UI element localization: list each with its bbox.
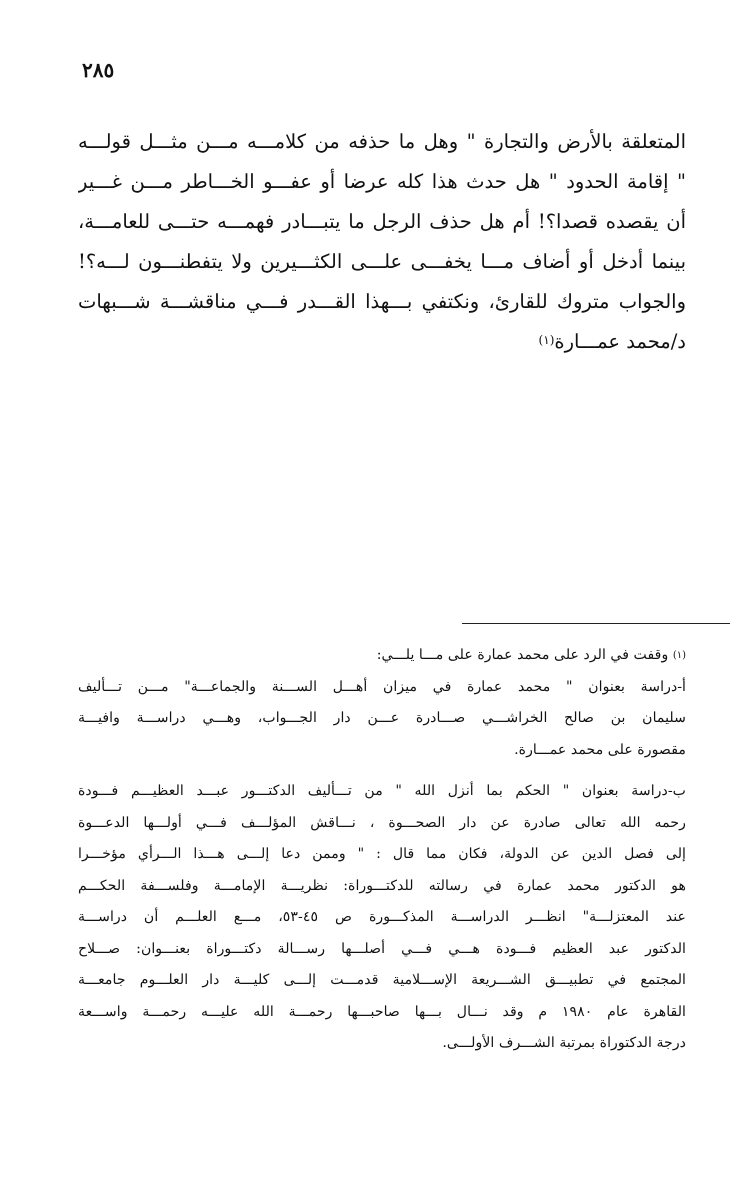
footnote-line: هو الدكتور محمد عمارة في رسالته للدكتـــوراة: نظريـــة الإمامـــة وفلســـفة الحكـــم [78, 877, 686, 894]
footnotes-section [78, 640, 686, 1060]
footnote-line: درجة الدكتوراة بمرتبة الشـــرف الأولـــى. [442, 1035, 686, 1051]
footnote-line: إلى فصل الدين عن الدولة، فكان مما قال : " وممن دعا إلـــى هـــذا الـــرأي مؤخـــرا [78, 846, 686, 862]
body-line: " إقامة الحدود " هل حدث هذا كله عرضا أو عفـــو الخـــاطر مـــن غـــير [78, 170, 686, 193]
footnote-line: مقصورة على محمد عمـــارة. [514, 741, 686, 758]
body-line-text: د/محمد عمـــارة [554, 330, 686, 353]
body-line-last [78, 322, 686, 362]
footnote-intro-line [78, 640, 686, 672]
page-number: ٢٨٥ [82, 58, 115, 82]
footnote-intro: وقفت في الرد على محمد عمارة على مـــا يلـــي: [376, 647, 669, 663]
body-line: والجواب متروك للقارئ، ونكتفي بـــهذا القـــدر فـــي مناقشـــة شـــبهات [78, 290, 686, 313]
footnote-line: أ-دراسة بعنوان " محمد عمارة في ميزان أهـــل الســـنة والجماعـــة" مـــن تـــأليف [78, 678, 686, 695]
footnote-reference[interactable]: (١) [538, 333, 555, 347]
footnote-line: سليمان بن صالح الخراشـــي صـــادرة عـــن دار الجـــواب، وهـــي دراســـة وافيـــة [78, 710, 686, 726]
body-line: المتعلقة بالأرض والتجارة " وهل ما حذفه من كلامـــه مـــن مثـــل قولـــه [78, 130, 686, 153]
footnote-separator [462, 623, 730, 624]
footnote-line: القاهرة عام ١٩٨٠ م وقد نـــال بـــها صاحبـــها رحمـــة الله عليـــه رحمـــة واســـعة [78, 1003, 686, 1020]
body-line: بينما أدخل أو أضاف مـــا يخفـــى علـــى الكثـــيرين ولا يتفطنـــون لـــه؟! [78, 250, 686, 273]
main-body-text [78, 122, 686, 362]
footnote-line: رحمه الله تعالى صادرة عن دار الصحـــوة ، نـــاقش المؤلـــف فـــي أولـــها الدعـــوة [78, 814, 686, 831]
footnote-line: المجتمع في تطبيـــق الشـــريعة الإســـلامية قدمـــت إلـــى كليـــة دار العلـــوم جامعـــة [78, 972, 686, 988]
footnote-marker: (١) [672, 650, 686, 661]
footnote-line: عند المعتزلـــة" انظـــر الدراســـة المذكـــورة ص ٤٥-٥٣، مـــع العلـــم أن دراســـة [78, 909, 686, 925]
footnote-line: الدكتور عبد العظيم فـــودة هـــي فـــي أصلـــها رســـالة دكتـــوراة بعنـــوان: صـــلاح [78, 940, 686, 957]
footnote-gap [78, 766, 686, 776]
body-line: أن يقصده قصدا؟! أم هل حذف الرجل ما يتبـــادر فهمـــه حتـــى للعامـــة، [78, 210, 686, 233]
footnote-line: ب-دراسة بعنوان " الحكم بما أنزل الله " من تـــأليف الدكتـــور عبـــد العظيـــم فـــودة [78, 783, 686, 799]
